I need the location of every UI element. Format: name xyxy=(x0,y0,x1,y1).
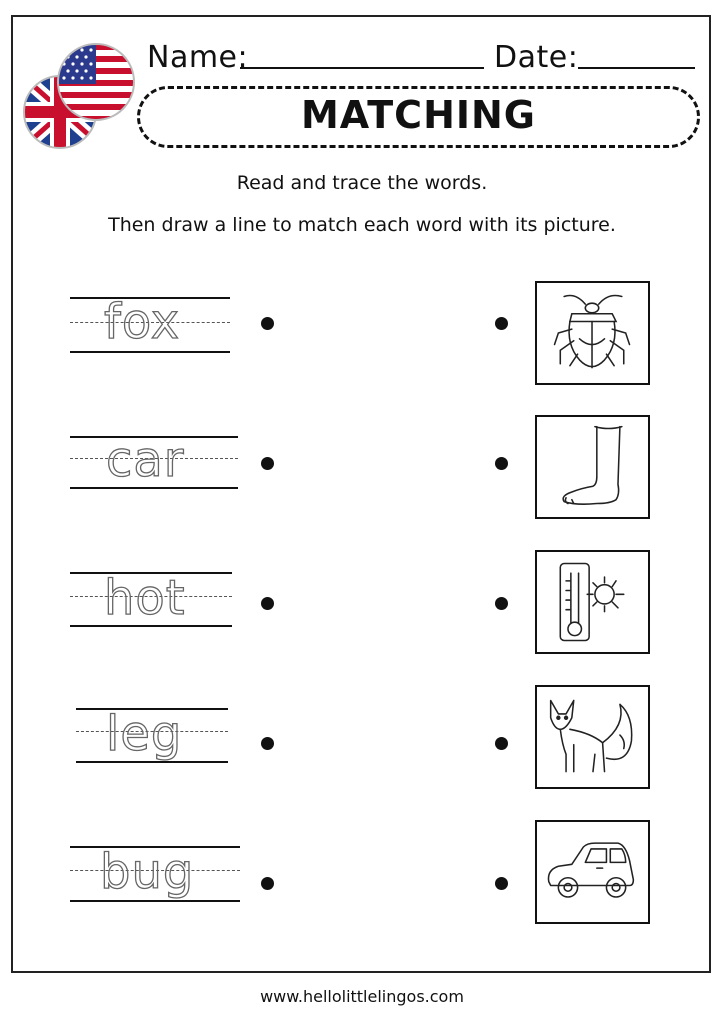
name-field[interactable] xyxy=(240,67,484,69)
page-title: MATCHING xyxy=(300,93,537,137)
date-label: Date: xyxy=(494,40,579,75)
bug-icon xyxy=(537,283,648,383)
trace-word-car[interactable]: car xyxy=(106,432,185,488)
picture-car[interactable] xyxy=(535,820,650,924)
picture-bug[interactable] xyxy=(535,281,650,385)
date-field[interactable] xyxy=(578,67,695,69)
picture-dot-4[interactable] xyxy=(495,737,508,750)
trace-word-leg[interactable]: leg xyxy=(106,706,183,762)
picture-leg[interactable] xyxy=(535,415,650,519)
word-dot-1[interactable] xyxy=(261,317,274,330)
word-dot-2[interactable] xyxy=(261,457,274,470)
picture-dot-3[interactable] xyxy=(495,597,508,610)
word-dot-3[interactable] xyxy=(261,597,274,610)
title-banner xyxy=(137,86,700,148)
car-icon xyxy=(537,822,648,922)
trace-word-fox[interactable]: fox xyxy=(104,294,181,350)
footer-url[interactable]: www.hellolittlelingos.com xyxy=(260,987,464,1006)
picture-hot[interactable] xyxy=(535,550,650,654)
fox-icon xyxy=(537,687,648,787)
leg-icon xyxy=(537,417,648,517)
picture-fox[interactable] xyxy=(535,685,650,789)
word-dot-5[interactable] xyxy=(261,877,274,890)
flags-logo xyxy=(18,42,138,152)
instruction-line-2: Then draw a line to match each word with its picture. xyxy=(108,214,616,236)
picture-dot-5[interactable] xyxy=(495,877,508,890)
hot-thermometer-icon xyxy=(537,552,648,652)
base-line xyxy=(70,900,240,902)
picture-dot-1[interactable] xyxy=(495,317,508,330)
base-line xyxy=(70,351,230,353)
instruction-line-1: Read and trace the words. xyxy=(236,172,488,194)
picture-dot-2[interactable] xyxy=(495,457,508,470)
trace-word-hot[interactable]: hot xyxy=(104,570,186,626)
trace-word-bug[interactable]: bug xyxy=(100,844,195,900)
name-label: Name: xyxy=(147,40,249,75)
word-dot-4[interactable] xyxy=(261,737,274,750)
